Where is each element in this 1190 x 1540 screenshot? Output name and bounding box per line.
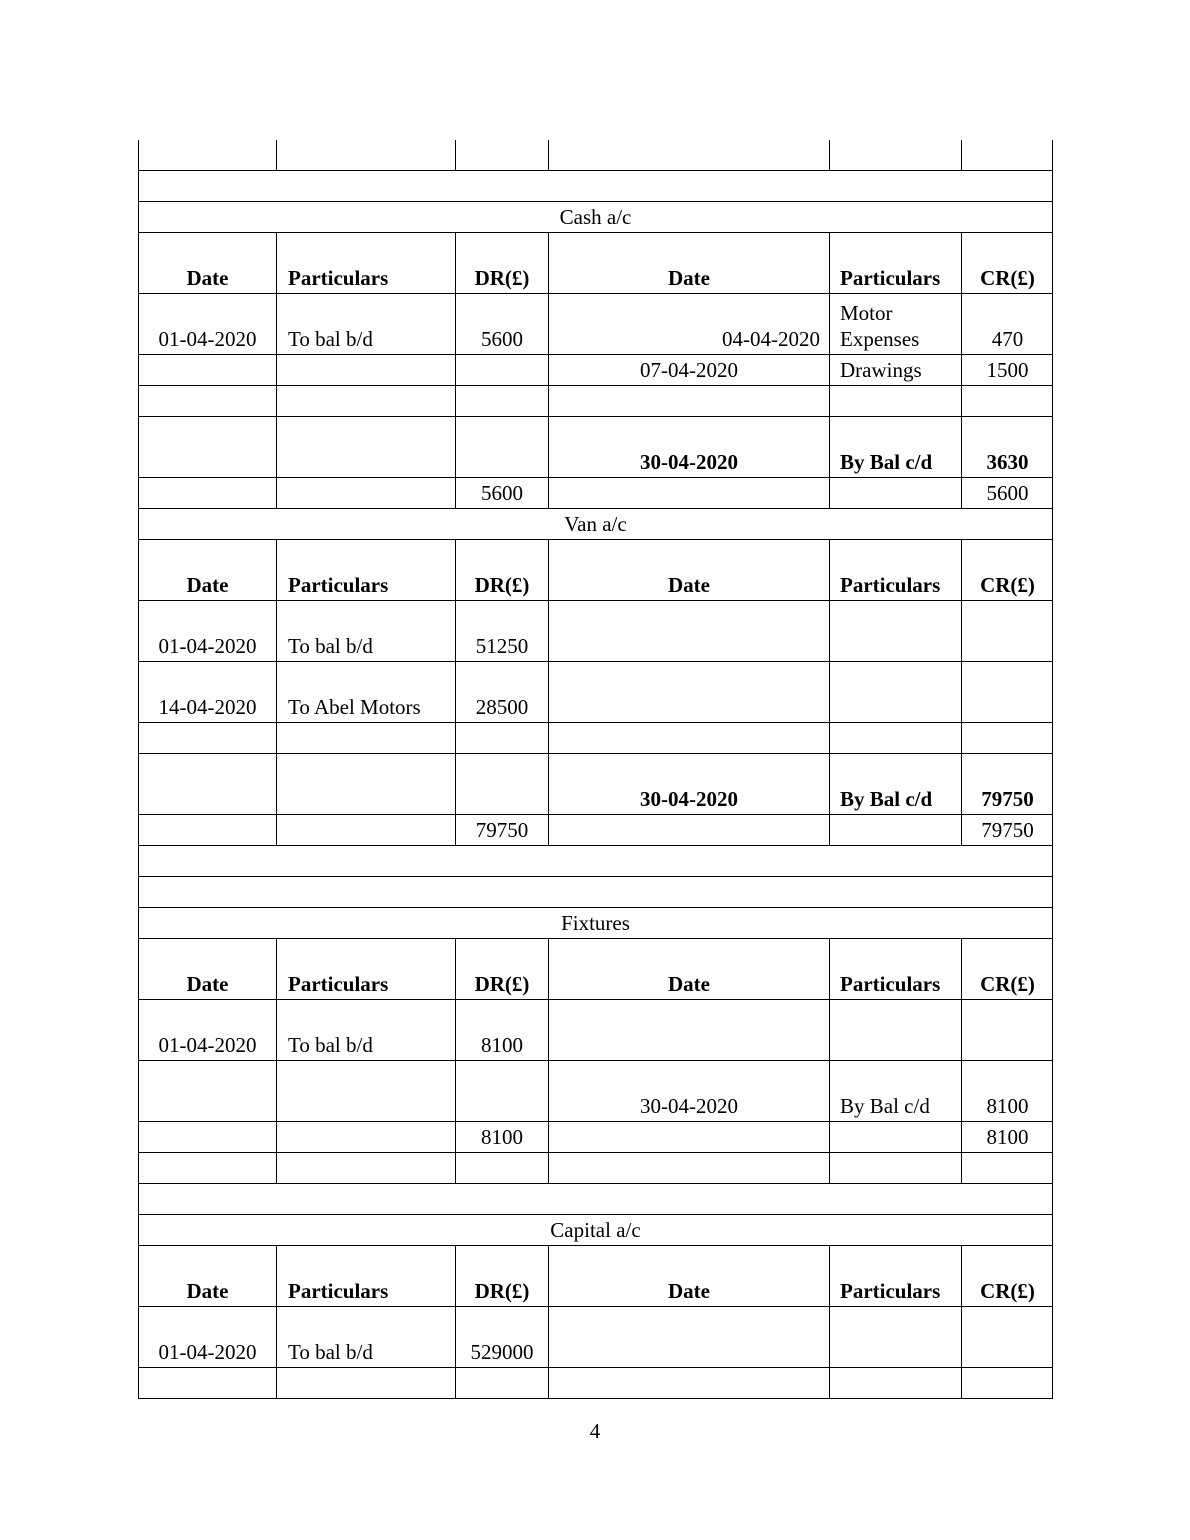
- header-cr: CR(£): [980, 972, 1035, 996]
- total-cr: 79750: [981, 818, 1034, 842]
- entry-dr: 5600: [456, 294, 549, 354]
- table-row: [138, 355, 1053, 386]
- header-date: Date: [139, 540, 277, 600]
- capital-header-row: [138, 1246, 1053, 1307]
- table-row: [138, 601, 1053, 662]
- particulars-line: Motor: [840, 301, 893, 325]
- balance-row: [138, 754, 1053, 815]
- entry-particulars: To bal b/d: [277, 294, 456, 354]
- capital-account-title: Capital a/c: [550, 1218, 641, 1242]
- van-account-title-row: [138, 509, 1053, 540]
- header-cr: CR(£): [980, 573, 1035, 597]
- fixtures-header-row: [138, 939, 1053, 1000]
- table-row: [138, 386, 1053, 417]
- spacer-row: [138, 846, 1053, 877]
- header-cr: CR(£): [980, 266, 1035, 290]
- particulars-line: Expenses: [840, 327, 920, 351]
- fixtures-account-title: Fixtures: [561, 911, 630, 935]
- entry-particulars-credit: Drawings: [830, 355, 962, 385]
- entry-particulars: To bal b/d: [277, 1307, 456, 1367]
- header-dr: DR(£): [456, 939, 549, 999]
- entry-date: 01-04-2020: [139, 601, 277, 661]
- header-date-credit: Date: [549, 233, 830, 293]
- balance-particulars: By Bal c/d: [830, 754, 962, 814]
- entry-date-credit: 07-04-2020: [549, 355, 830, 385]
- cash-account-title-row: [138, 202, 1053, 233]
- header-cr: CR(£): [980, 1279, 1035, 1303]
- totals-row: [138, 1122, 1053, 1153]
- entry-particulars: To bal b/d: [277, 1000, 456, 1060]
- van-header-row: [138, 540, 1053, 601]
- header-particulars-credit: Particulars: [830, 1246, 962, 1306]
- header-particulars-credit: Particulars: [830, 540, 962, 600]
- table-row: [138, 140, 1053, 171]
- totals-row: [138, 478, 1053, 509]
- balance-cr: 8100: [986, 1094, 1029, 1118]
- entry-particulars: To bal b/d: [277, 601, 456, 661]
- table-row: [138, 1153, 1053, 1184]
- entry-cr: 470: [991, 327, 1024, 351]
- header-date-credit: Date: [549, 540, 830, 600]
- balance-particulars: By Bal c/d: [830, 417, 962, 477]
- balance-row: [138, 417, 1053, 478]
- header-particulars: Particulars: [277, 939, 456, 999]
- entry-dr: 529000: [456, 1307, 549, 1367]
- header-particulars-credit: Particulars: [830, 939, 962, 999]
- table-row: [138, 1368, 1053, 1399]
- balance-cr: 3630: [986, 450, 1029, 474]
- entry-dr: 8100: [456, 1000, 549, 1060]
- balance-date: 30-04-2020: [549, 1061, 830, 1121]
- entry-dr: 51250: [456, 601, 549, 661]
- header-date: Date: [139, 1246, 277, 1306]
- table-row: [138, 662, 1053, 723]
- header-particulars: Particulars: [277, 1246, 456, 1306]
- header-particulars-credit: Particulars: [830, 233, 962, 293]
- spacer-row: [138, 877, 1053, 908]
- total-dr: 8100: [456, 1122, 549, 1152]
- total-cr: 5600: [986, 481, 1029, 505]
- total-cr: 8100: [986, 1125, 1029, 1149]
- table-row: [138, 1000, 1053, 1061]
- table-row: [138, 294, 1053, 355]
- ledger-table: [138, 140, 1053, 1399]
- entry-particulars-credit: [830, 294, 962, 354]
- header-dr: DR(£): [456, 1246, 549, 1306]
- header-particulars: Particulars: [277, 540, 456, 600]
- balance-date: 30-04-2020: [549, 417, 830, 477]
- total-dr: 5600: [456, 478, 549, 508]
- header-particulars: Particulars: [277, 233, 456, 293]
- fixtures-account-title-row: [138, 908, 1053, 939]
- table-row: [138, 723, 1053, 754]
- page-number: 4: [589, 1419, 601, 1443]
- entry-date: 14-04-2020: [139, 662, 277, 722]
- balance-cr: 79750: [981, 787, 1034, 811]
- spacer-row: [138, 1184, 1053, 1215]
- spacer-row: [138, 171, 1053, 202]
- entry-particulars: To Abel Motors: [277, 662, 456, 722]
- balance-row: [138, 1061, 1053, 1122]
- entry-date: 01-04-2020: [139, 1307, 277, 1367]
- cash-account-title: Cash a/c: [559, 205, 632, 229]
- table-row: [138, 1307, 1053, 1368]
- header-date-credit: Date: [549, 939, 830, 999]
- balance-date: 30-04-2020: [549, 754, 830, 814]
- header-date-credit: Date: [549, 1246, 830, 1306]
- entry-date-credit: 04-04-2020: [549, 294, 830, 354]
- header-date: Date: [139, 939, 277, 999]
- van-account-title: Van a/c: [564, 512, 627, 536]
- entry-dr: 28500: [456, 662, 549, 722]
- totals-row: [138, 815, 1053, 846]
- capital-account-title-row: [138, 1215, 1053, 1246]
- entry-date: 01-04-2020: [139, 1000, 277, 1060]
- total-dr: 79750: [456, 815, 549, 845]
- entry-date: 01-04-2020: [139, 294, 277, 354]
- header-dr: DR(£): [456, 540, 549, 600]
- header-dr: DR(£): [456, 233, 549, 293]
- entry-cr: 1500: [986, 358, 1029, 382]
- header-date: Date: [139, 233, 277, 293]
- balance-particulars: By Bal c/d: [830, 1061, 962, 1121]
- cash-header-row: [138, 233, 1053, 294]
